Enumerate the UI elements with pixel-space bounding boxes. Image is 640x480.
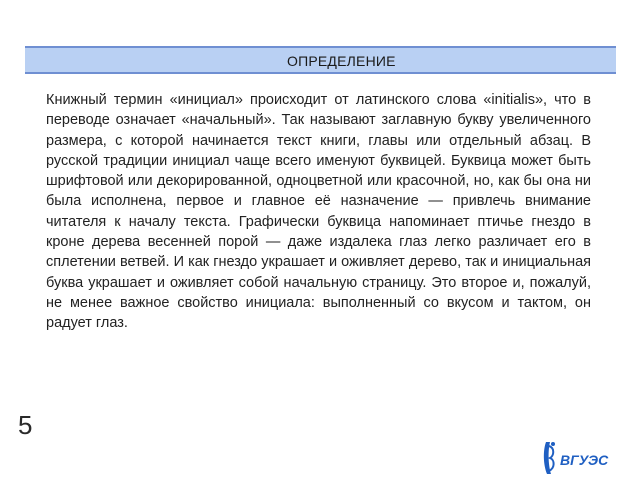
- slide-title: ОПРЕДЕЛЕНИЕ: [287, 53, 396, 69]
- university-logo: [540, 438, 614, 478]
- title-bar: [25, 46, 616, 74]
- logo-emblem-icon: [544, 442, 555, 474]
- definition-paragraph: Книжный термин «инициал» происходит от латинского слова «initialis», что в переводе означает «начальный». Так называют заглавную букву увеличенного размера, с которой начинается текст книги, главы или отдельный абзац. В русской традиции инициал чаще всего именуют буквицей. Буквица может быть шрифтовой или декорированной, одноцветной или красочной, но, как бы она ни была исполнена, первое и главное её назначение — привлечь внимание читателя к началу текста. Графически буквица напоминает птичье гнездо в кроне дерева весенней порой — даже издалека глаз легко различает его в сплетении ветвей. И как гнездо украшает и оживляет дерево, так и инициальная буква украшает и оживляет собой начальную страницу. Это второе и, пожалуй, не менее важное свойство инициала: выполненный со вкусом и тактом, он радует глаз.: [46, 92, 591, 332]
- logo-wordmark: ВГУЭС: [560, 452, 609, 468]
- page-number: 5: [18, 410, 33, 440]
